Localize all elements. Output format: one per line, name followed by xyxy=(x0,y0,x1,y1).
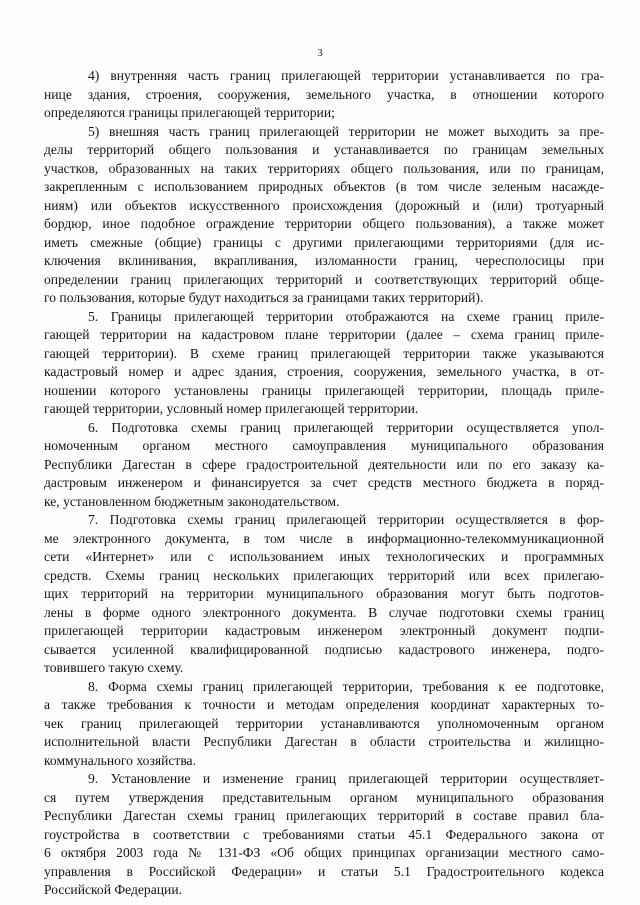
text-line: иметь смежные (общие) границы с другими прилегающими территориями (для ис- xyxy=(44,234,604,250)
text-line: Российской Федерации. xyxy=(44,882,182,897)
text-line: управления в Российской Федерации» и статьи 5.1 Градостроительного кодекса xyxy=(44,863,604,879)
text-line: ключения вклинивания, вкрапливания, изломанности границ, чересполосицы при xyxy=(44,253,604,268)
text-line: определении границ прилегающих территорий и соответствующих территорий обще- xyxy=(44,271,604,287)
text-line: гающей территории). В схеме границ прилегающей территории также указываются xyxy=(44,345,604,361)
text-line: щих территорий на территории муниципального образования могут быть подготов- xyxy=(44,586,604,601)
text-line: закрепленным с использованием природных объектов (в том числе зеленым насажде- xyxy=(44,179,604,194)
text-line: 8. Форма схемы границ прилегающей территории, требования к ее подготовке, xyxy=(88,678,604,694)
text-line: сети «Интернет» или с использованием иных технологических и программных xyxy=(44,549,604,564)
paragraph xyxy=(44,678,604,771)
text-line: бордюр, иное подобное ограждение территории общего пользования), а также может xyxy=(44,216,604,231)
paragraph xyxy=(44,511,604,678)
text-line: средств. Схемы границ нескольких прилегающих территорий или всех прилегаю- xyxy=(44,567,604,583)
text-line: дастровым инженером и финансируется за счет средств местного бюджета в поряд- xyxy=(44,475,604,490)
text-line: Республики Дагестан в сфере градостроительной деятельности или по его заказу ка- xyxy=(44,456,604,472)
text-line: ниям) или объектов искусственного происхождения (дорожный и (или) тротуарный xyxy=(44,197,604,213)
paragraph xyxy=(44,123,604,308)
text-line: товившего такую схему. xyxy=(44,660,184,675)
text-line: лены в форме одного электронного документа. В случае подготовки схемы границ xyxy=(44,604,604,620)
paragraph xyxy=(44,308,604,419)
text-line: Республики Дагестан схемы границ прилегающих территорий в составе правил бла- xyxy=(44,808,604,823)
text-line: участков, образованных на таких территориях общего пользования, или по границам, xyxy=(44,160,604,176)
text-line: ношении которого установлены границы прилегающей территории, площадь приле- xyxy=(44,382,604,398)
text-line: чек границ прилегающей территории устанавливаются уполномоченным органом xyxy=(44,715,604,731)
paragraph xyxy=(44,770,604,900)
text-line: делы территорий общего пользования и устанавливается по границам земельных xyxy=(44,142,604,157)
text-line: прилегающей территории кадастровым инженером электронный документ подпи- xyxy=(44,623,604,638)
text-line: а также требования к точности и методам определения координат характерных то- xyxy=(44,697,604,712)
text-line: гоустройства в соответствии с требованиями статьи 45.1 Федерального закона от xyxy=(44,826,604,842)
text-line: го пользования, которые будут находиться за границами таких территорий). xyxy=(44,290,484,305)
text-line: 5. Границы прилегающей территории отображаются на схеме границ приле- xyxy=(88,308,604,324)
text-line: сывается усиленной квалифицированной подписью кадастрового инженера, подго- xyxy=(44,641,604,657)
text-line: кадастровый номер и адрес здания, строения, сооружения, земельного участка, в от- xyxy=(44,364,604,379)
text-line: ме электронного документа, в том числе в информационно-телекоммуникационной xyxy=(44,530,604,546)
document-body xyxy=(44,67,604,900)
text-line: коммунального хозяйства. xyxy=(44,752,196,768)
text-line: гающей территории, условный номер прилегающей территории. xyxy=(44,401,419,416)
page-number: 3 xyxy=(317,48,323,59)
text-line: исполнительной власти Республики Дагестан в области строительства и жилищно- xyxy=(44,734,604,749)
paragraph xyxy=(44,419,604,512)
paragraph xyxy=(44,67,604,123)
text-line: нице здания, строения, сооружения, земельного участка, в отношении которого xyxy=(44,86,604,102)
text-line: ся путем утверждения представительным органом муниципального образования xyxy=(44,789,604,805)
text-line: 7. Подготовка схемы границ прилегающей территории осуществляется в фор- xyxy=(88,512,604,527)
text-line: определяются границы прилегающей территории; xyxy=(44,105,335,120)
text-line: гающей территории на кадастровом плане территории (далее – схема границ приле- xyxy=(44,327,604,342)
text-line: 4) внутренняя часть границ прилегающей территории устанавливается по гра- xyxy=(88,68,604,83)
text-line: 5) внешняя часть границ прилегающей территории не может выходить за пре- xyxy=(88,123,604,139)
text-line: ке, установленном бюджетным законодательством. xyxy=(44,493,340,509)
text-line: 6. Подготовка схемы границ прилегающей территории осуществляется упол- xyxy=(88,419,604,435)
text-line: 6 октября 2003 года № 131-ФЗ «Об общих принципах организации местного само- xyxy=(44,845,604,860)
text-line: номоченным органом местного самоуправления муниципального образования xyxy=(44,438,604,453)
text-line: 9. Установление и изменение границ прилегающей территории осуществляет- xyxy=(88,771,604,786)
